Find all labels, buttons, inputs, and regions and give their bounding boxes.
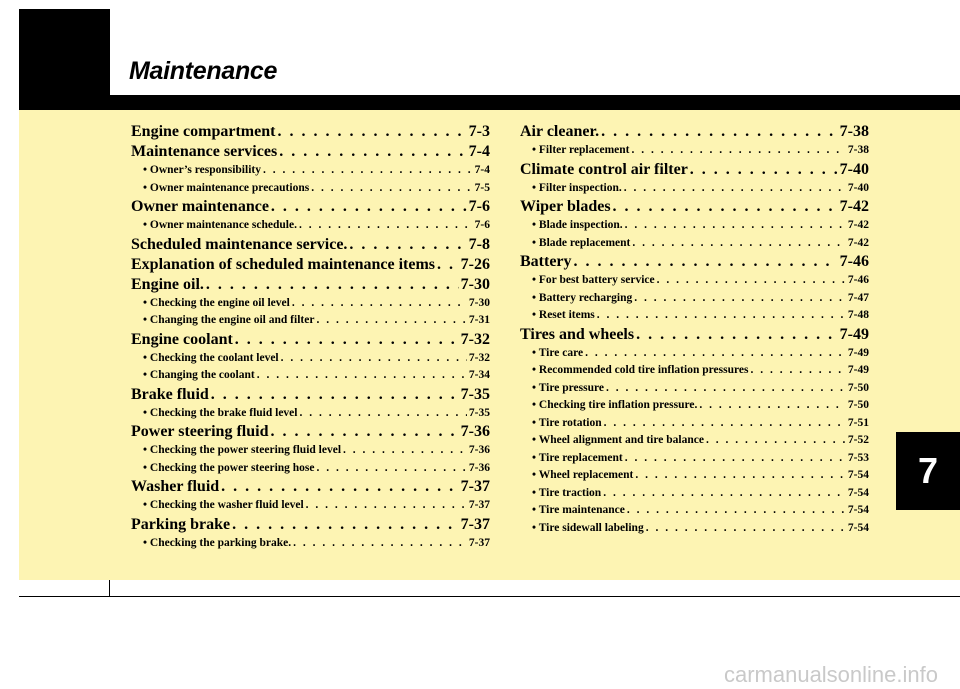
toc-entry-page: 7-54 bbox=[847, 486, 869, 499]
toc-entry-label: Air cleaner. bbox=[520, 123, 600, 140]
toc-subentry[interactable] bbox=[520, 432, 869, 450]
toc-entry[interactable] bbox=[520, 160, 869, 180]
toc-entry-page: 7-49 bbox=[839, 325, 869, 343]
toc-entry-page: 7-52 bbox=[847, 434, 869, 446]
toc-subentry[interactable] bbox=[520, 272, 869, 290]
toc-subentry[interactable] bbox=[520, 520, 869, 538]
toc-subentry[interactable] bbox=[131, 442, 490, 460]
toc-subentry[interactable] bbox=[520, 307, 869, 325]
toc-entry-label: • Checking the washer fluid level bbox=[143, 499, 304, 511]
toc-entry-label: • Tire maintenance bbox=[532, 504, 625, 516]
toc-entry[interactable] bbox=[131, 142, 490, 162]
toc-subentry[interactable] bbox=[131, 497, 490, 515]
dot-leader bbox=[300, 405, 467, 423]
toc-entry[interactable] bbox=[131, 255, 490, 275]
toc-entry-label: Owner maintenance bbox=[131, 198, 269, 215]
toc-entry[interactable] bbox=[131, 197, 490, 217]
toc-entry-page: 7-53 bbox=[847, 451, 869, 464]
toc-entry-label: Battery bbox=[520, 253, 572, 270]
dot-leader bbox=[585, 345, 846, 363]
toc-entry-label: Engine compartment bbox=[131, 123, 276, 140]
toc-subentry[interactable] bbox=[131, 180, 490, 198]
toc-entry-page: 7-30 bbox=[460, 275, 490, 293]
toc-subentry[interactable] bbox=[520, 415, 869, 433]
toc-subentry[interactable] bbox=[131, 350, 490, 368]
dot-leader bbox=[657, 272, 846, 290]
toc-entry-page: 7-38 bbox=[839, 123, 869, 140]
dot-leader bbox=[627, 502, 846, 520]
toc-entry-label: • Checking tire inflation pressure. bbox=[532, 399, 698, 411]
toc-entry-label: Brake fluid bbox=[131, 385, 209, 403]
toc-entry-label: • Blade replacement bbox=[532, 236, 631, 249]
toc-subentry[interactable] bbox=[520, 362, 869, 380]
toc-entry[interactable] bbox=[131, 122, 490, 142]
toc-entry-label: • Checking the power steering fluid level bbox=[143, 444, 342, 456]
toc-entry-label: Scheduled maintenance service. bbox=[131, 235, 348, 253]
dot-leader bbox=[211, 385, 459, 405]
corner-block bbox=[19, 9, 109, 110]
watermark: carmanualsonline.info bbox=[723, 662, 938, 687]
dot-leader bbox=[646, 520, 846, 538]
toc-entry-page: 7-5 bbox=[474, 181, 490, 194]
dot-leader bbox=[574, 252, 838, 272]
toc-entry[interactable] bbox=[520, 122, 869, 142]
toc-entry-label: • Owner maintenance schedule. bbox=[143, 219, 297, 231]
toc-entry-label: • Changing the engine oil and filter bbox=[143, 314, 315, 326]
dot-leader bbox=[311, 180, 472, 198]
toc-entry[interactable] bbox=[131, 477, 490, 497]
dot-leader bbox=[221, 477, 459, 497]
toc-subentry[interactable] bbox=[131, 367, 490, 385]
toc-entry-page: 7-36 bbox=[460, 423, 490, 440]
toc-entry-label: Maintenance services bbox=[131, 143, 278, 160]
toc-subentry[interactable] bbox=[520, 380, 869, 398]
dot-leader bbox=[634, 290, 846, 308]
dot-leader bbox=[606, 380, 846, 398]
toc-entry-label: • Battery recharging bbox=[532, 291, 633, 304]
toc-entry-page: 7-37 bbox=[460, 515, 490, 533]
dot-leader bbox=[263, 162, 473, 180]
toc-entry-page: 7-4 bbox=[468, 143, 490, 160]
toc-subentry[interactable] bbox=[520, 290, 869, 308]
dot-leader bbox=[349, 235, 466, 255]
toc-subentry[interactable] bbox=[520, 485, 869, 503]
toc-subentry[interactable] bbox=[520, 450, 869, 468]
toc-right-column bbox=[520, 122, 869, 537]
toc-entry-label: Power steering fluid bbox=[131, 423, 269, 440]
bottom-rule bbox=[19, 596, 960, 597]
dot-leader bbox=[270, 422, 458, 442]
toc-entry-label: • Blade inspection. bbox=[532, 219, 623, 231]
toc-subentry[interactable] bbox=[520, 235, 869, 253]
toc-entry-page: 7-38 bbox=[847, 144, 869, 156]
toc-entry-label: • Checking the power steering hose bbox=[143, 461, 315, 474]
toc-subentry[interactable] bbox=[520, 180, 869, 198]
toc-entry-label: Tires and wheels bbox=[520, 325, 635, 343]
toc-entry-label: Parking brake bbox=[131, 515, 231, 533]
title-rule bbox=[109, 95, 960, 110]
dot-leader bbox=[690, 160, 838, 180]
dot-leader bbox=[597, 307, 846, 325]
dot-leader bbox=[232, 515, 459, 535]
toc-entry[interactable] bbox=[520, 252, 869, 272]
toc-entry[interactable] bbox=[131, 515, 490, 535]
toc-entry-label: • Reset items bbox=[532, 309, 595, 321]
toc-entry-label: • For best battery service bbox=[532, 274, 655, 286]
toc-entry-page: 7-32 bbox=[468, 351, 490, 364]
toc-entry-label: • Tire pressure bbox=[532, 381, 604, 394]
dot-leader bbox=[317, 460, 467, 478]
toc-entry-label: • Owner maintenance precautions bbox=[143, 181, 310, 194]
toc-entry-label: Engine coolant bbox=[131, 330, 233, 348]
dot-leader bbox=[625, 217, 846, 235]
dot-leader bbox=[624, 180, 846, 198]
toc-entry-label: Washer fluid bbox=[131, 478, 220, 495]
toc-entry-page: 7-30 bbox=[468, 296, 490, 309]
toc-entry-page: 7-54 bbox=[847, 469, 869, 481]
toc-entry[interactable] bbox=[520, 325, 869, 345]
toc-entry[interactable] bbox=[520, 197, 869, 217]
toc-entry-page: 7-47 bbox=[847, 291, 869, 304]
dot-leader bbox=[603, 485, 846, 503]
dot-leader bbox=[281, 350, 467, 368]
dot-leader bbox=[316, 312, 466, 330]
toc-entry[interactable] bbox=[131, 235, 490, 255]
dot-leader bbox=[604, 415, 846, 433]
toc-entry-label: • Checking the engine oil level bbox=[143, 296, 290, 309]
toc-entry-label: • Changing the coolant bbox=[143, 369, 255, 381]
toc-entry-page: 7-36 bbox=[468, 461, 490, 474]
dot-leader bbox=[299, 217, 473, 235]
toc-entry-label: Wiper blades bbox=[520, 198, 611, 215]
dot-leader bbox=[437, 255, 459, 275]
toc-entry-page: 7-37 bbox=[468, 536, 490, 549]
toc-entry-page: 7-36 bbox=[468, 444, 490, 456]
toc-entry[interactable] bbox=[131, 275, 490, 295]
dot-leader bbox=[631, 142, 845, 160]
toc-entry-label: • Wheel replacement bbox=[532, 469, 634, 481]
toc-entry-label: • Checking the parking brake. bbox=[143, 536, 292, 549]
toc-entry-page: 7-40 bbox=[847, 181, 869, 194]
toc-entry-page: 7-54 bbox=[847, 521, 869, 534]
toc-subentry[interactable] bbox=[520, 467, 869, 485]
toc-entry-label: • Tire replacement bbox=[532, 451, 623, 464]
dot-leader bbox=[632, 235, 846, 253]
dot-leader bbox=[279, 142, 466, 162]
toc-entry[interactable] bbox=[131, 385, 490, 405]
toc-left-column bbox=[131, 122, 490, 552]
toc-entry-label: • Tire rotation bbox=[532, 416, 602, 429]
dot-leader bbox=[613, 197, 838, 217]
toc-subentry[interactable] bbox=[131, 535, 490, 553]
toc-entry-page: 7-49 bbox=[847, 346, 869, 359]
toc-entry-label: Climate control air filter bbox=[520, 160, 688, 178]
toc-entry-page: 7-54 bbox=[847, 504, 869, 516]
dot-leader bbox=[343, 442, 467, 460]
toc-subentry[interactable] bbox=[520, 345, 869, 363]
toc-subentry[interactable] bbox=[520, 217, 869, 235]
dot-leader bbox=[636, 325, 838, 345]
toc-entry-label: • Filter replacement bbox=[532, 144, 630, 156]
toc-entry-label: • Tire care bbox=[532, 346, 584, 359]
dot-leader bbox=[235, 330, 459, 350]
toc-entry-label: Engine oil. bbox=[131, 275, 204, 293]
toc-entry-page: 7-34 bbox=[468, 369, 490, 381]
dot-leader bbox=[293, 535, 467, 553]
toc-entry-page: 7-46 bbox=[847, 274, 869, 286]
toc-entry-label: • Owner’s responsibility bbox=[143, 164, 261, 176]
dot-leader bbox=[306, 497, 467, 515]
toc-entry-label: • Filter inspection. bbox=[532, 181, 622, 194]
dot-leader bbox=[271, 197, 467, 217]
dot-leader bbox=[625, 450, 846, 468]
toc-entry-page: 7-37 bbox=[468, 499, 490, 511]
dot-leader bbox=[257, 367, 467, 385]
toc-entry-label: • Tire sidewall labeling bbox=[532, 521, 644, 534]
toc-entry-page: 7-50 bbox=[847, 381, 869, 394]
toc-entry-page: 7-31 bbox=[468, 314, 490, 326]
toc-entry-page: 7-49 bbox=[847, 364, 869, 376]
chapter-tab[interactable]: 7 bbox=[896, 432, 960, 510]
toc-subentry[interactable] bbox=[520, 502, 869, 520]
toc-entry[interactable] bbox=[131, 330, 490, 350]
toc-entry-page: 7-42 bbox=[839, 198, 869, 215]
toc-entry-page: 7-3 bbox=[468, 123, 490, 140]
toc-entry-page: 7-8 bbox=[468, 235, 490, 253]
toc-entry-page: 7-26 bbox=[460, 255, 490, 273]
toc-entry-page: 7-32 bbox=[460, 330, 490, 348]
dot-leader bbox=[635, 467, 846, 485]
toc-entry-label: Explanation of scheduled maintenance items bbox=[131, 255, 436, 273]
toc-subentry[interactable] bbox=[131, 295, 490, 313]
toc-entry-page: 7-42 bbox=[847, 219, 869, 231]
toc-entry-label: • Recommended cold tire inflation pressures bbox=[532, 364, 749, 376]
toc-subentry[interactable] bbox=[131, 405, 490, 423]
dot-leader bbox=[601, 122, 838, 142]
toc-entry-page: 7-46 bbox=[839, 253, 869, 270]
toc-entry-page: 7-50 bbox=[847, 399, 869, 411]
toc-entry-page: 7-4 bbox=[474, 164, 490, 176]
toc-entry-label: • Checking the brake fluid level bbox=[143, 406, 298, 419]
toc-subentry[interactable] bbox=[131, 312, 490, 330]
dot-leader bbox=[699, 397, 846, 415]
toc-entry-page: 7-48 bbox=[847, 309, 869, 321]
toc-subentry[interactable] bbox=[131, 460, 490, 478]
toc-entry-page: 7-35 bbox=[468, 406, 490, 419]
dot-leader bbox=[706, 432, 846, 450]
toc-entry-page: 7-37 bbox=[460, 478, 490, 495]
toc-subentry[interactable] bbox=[131, 162, 490, 180]
toc-entry-label: • Wheel alignment and tire balance bbox=[532, 434, 704, 446]
dot-leader bbox=[206, 275, 459, 295]
toc-entry-page: 7-35 bbox=[460, 385, 490, 403]
toc-subentry[interactable] bbox=[520, 142, 869, 160]
toc-entry-page: 7-51 bbox=[847, 416, 869, 429]
toc-entry[interactable] bbox=[131, 422, 490, 442]
toc-entry-label: • Checking the coolant level bbox=[143, 351, 279, 364]
toc-entry-label: • Tire traction bbox=[532, 486, 602, 499]
dot-leader bbox=[750, 362, 845, 380]
toc-entry-page: 7-42 bbox=[847, 236, 869, 249]
dot-leader bbox=[277, 122, 466, 142]
page-title: Maintenance bbox=[129, 57, 278, 85]
toc-entry-page: 7-6 bbox=[468, 198, 490, 215]
toc-subentry[interactable] bbox=[520, 397, 869, 415]
toc-entry-page: 7-40 bbox=[839, 160, 869, 178]
toc-entry-page: 7-6 bbox=[474, 219, 490, 231]
dot-leader bbox=[292, 295, 467, 313]
toc-subentry[interactable] bbox=[131, 217, 490, 235]
